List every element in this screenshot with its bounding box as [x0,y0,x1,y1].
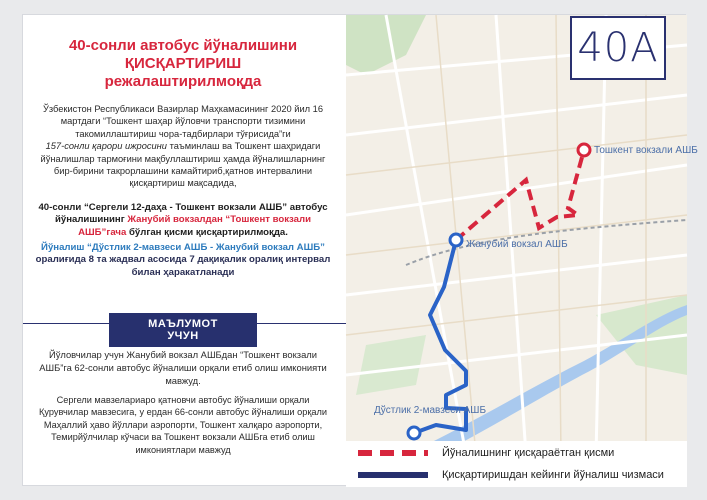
info-paragraph-1: Йўловчилар учун Жанубий вокзал АШБдан “Тошкент вокзали АШБ”га 62-сонли автобус йўналиши орқали етиб олиш имконияти мавжуд. [39,349,327,386]
map-legend [346,441,687,487]
label-dustlik-text: Дўстлик 2-мавзеси АШБ [374,405,487,416]
intro-paragraph [35,103,331,190]
info-paragraph-2: Сергели мавзелариаро қатновчи автобус йўналиши орқали Қурувчилар мавзесига, у ердан 66-сонли автобус йўналиши орқали Маҳаллий ҳаво йўллари аэропорти, Тошкент халқаро аэропорти, Темирйўлчилар кўчаси ва Тошкент вокзали АШБга етиб олиш имкониятлари мавжуд [39,394,327,455]
stop-janubiy-marker [450,234,462,246]
label-janubiy-text: Жанубий вокзал АШБ [466,239,568,250]
announcement-paragraph [35,202,331,240]
notice-page [22,14,698,486]
label-dustlik [374,404,486,416]
route-number-badge: 40А [570,16,666,80]
stop-dustlik-marker [408,427,420,439]
interval-paragraph [35,242,331,280]
route-map [346,15,698,455]
stop-tashkent-marker [578,144,590,156]
legend-red-dashed-swatch [358,450,428,456]
label-tashkent [594,145,698,156]
legend-shortened-label: Йўналишнинг қисқараётган қисми [442,447,615,459]
interval-detail: оралиғида 8 та жадвал асосида 7 дақиқалик оралиқ интервал билан ҳаракатланади [35,254,331,278]
label-janubiy [466,238,568,250]
announcement-part-2: бўлган қисми қисқартирилмоқда. [129,227,288,239]
title-line-2: ҚИСҚАРТИРИШ [124,55,242,72]
info-badge: МАЪЛУМОТ УЧУН [109,313,257,347]
announcement-segment: Жанубий вокзалдан “Тошкент вокзали АШБ”гача [78,214,312,239]
legend-blue-swatch [358,472,428,478]
legend-after [358,469,664,481]
notice-text-column [35,35,331,475]
title-line-3: режалаштирилмоқда [104,73,262,90]
interval-route: Йўналиш “Дўстлик 2-мавзеси АШБ - Жанубий вокзал АШБ” [41,241,325,253]
legend-after-label: Қисқартиришдан кейинги йўналиш чизмаси [442,469,664,481]
map-svg [346,15,698,455]
title-line-1: 40-сонли автобус йўналишини [68,37,298,54]
announcement-part-1: 40-сонли “Сергели 12-даҳа - Тошкент вокзали АШБ” автобус йўналишининг [38,201,328,226]
info-header [35,313,331,343]
intro-part-1: Ўзбекистон Республикаси Вазирлар Маҳкамасининг 2020 йил 16 мартдаги “Тошкент шаҳар йўловчи транспорти тизимини такомиллаштириш чора-тадбирлари тўғрисида”ги [42,104,324,139]
legend-shortened [358,447,614,459]
intro-part-3: таъминлаш ва Тошкент шаҳридаги йўналишлар тармоғини мақбуллаштириш ҳамда йўналишларнинг бир-бирини такрорлашини камайтириб,қатнов интервалини қисқартириш мақсадида, [40,141,326,189]
page-title [35,37,331,91]
label-tashkent-text: Тошкент вокзали АШБ [594,145,698,156]
intro-decree: 157-сонли қарори ижросини [45,141,167,152]
